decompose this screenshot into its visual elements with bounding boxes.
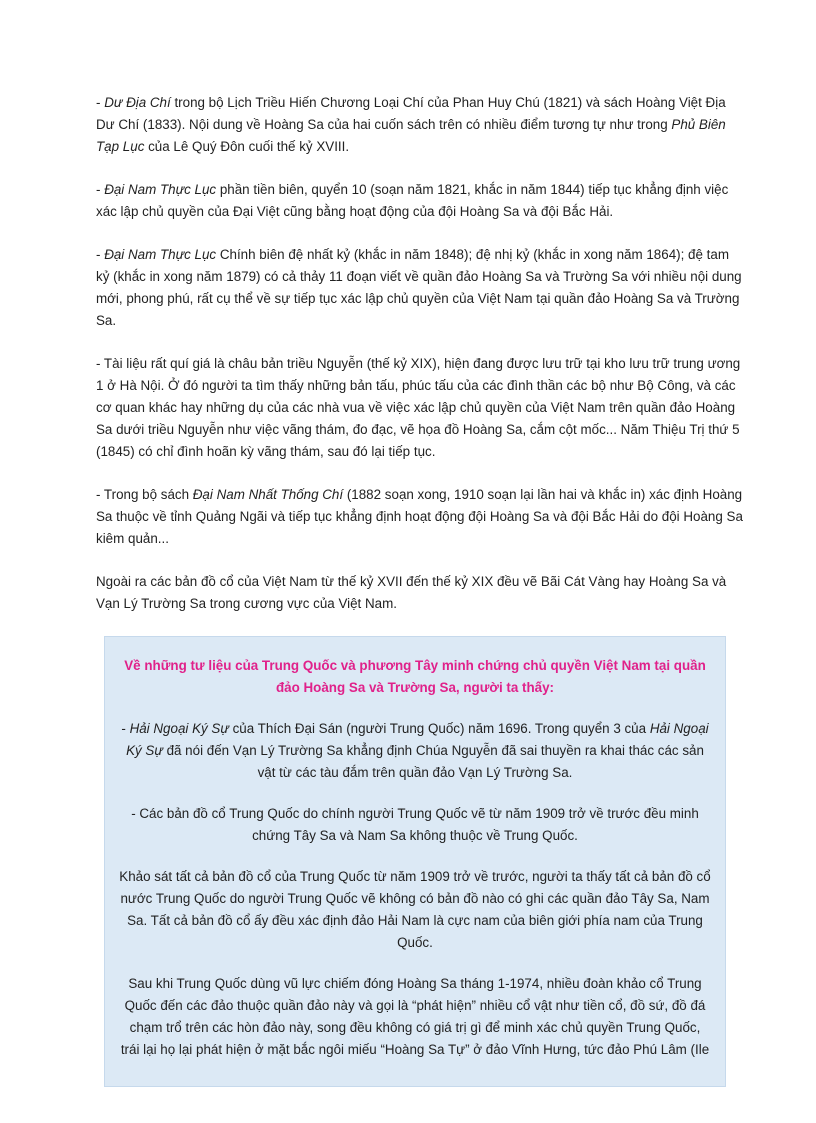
text-run: của Thích Đại Sán (người Trung Quốc) năm 1696. Trong quyển 3 của: [228, 721, 650, 736]
text-run: - Trong bộ sách: [96, 487, 193, 502]
text-run: của Lê Quý Đôn cuối thế kỷ XVIII.: [144, 139, 350, 154]
text-run: - Các bản đồ cổ Trung Quốc do chính người Trung Quốc vẽ từ năm 1909 trở về trước đều minh chứng Tây Sa và Nam Sa không thuộc về Trung Quốc.: [131, 806, 699, 843]
paragraph-dai-nam-nhat-thong-chi: [96, 484, 744, 550]
highlight-box: [104, 636, 726, 1087]
text-run: trong bộ Lịch Triều Hiến Chương Loại Chí của Phan Huy Chú (1821) và sách Hoàng Việt Địa Dư Chí (1833). Nội dung về Hoàng Sa của hai cuốn sách trên có nhiều điểm tương tự như trong: [96, 95, 726, 132]
paragraph-dai-nam-thuc-luc-tien-bien: [96, 179, 744, 223]
box-paragraph-ban-do-trung-quoc: [119, 803, 711, 847]
text-run: -: [96, 247, 105, 262]
box-title: Về những tư liệu của Trung Quốc và phương Tây minh chứng chủ quyền Việt Nam tại quần đảo Hoàng Sa và Trường Sa, người ta thấy:: [124, 658, 706, 695]
text-run: Khảo sát tất cả bản đồ cổ của Trung Quốc từ năm 1909 trở về trước, người ta thấy tất cả bản đồ cổ nước Trung Quốc do người Trung Quốc vẽ không có bản đồ nào có ghi các quần đảo Tây Sa, Nam Sa. Tất cả bản đồ cổ ấy đều xác định đảo Hải Nam là cực nam của biên giới phía nam của Trung Quốc.: [119, 869, 711, 950]
text-run: Sau khi Trung Quốc dùng vũ lực chiếm đóng Hoàng Sa tháng 1-1974, nhiều đoàn khảo cổ Trung Quốc đến các đảo thuộc quần đảo này và gọi là “phát hiện” nhiều cổ vật như tiền cổ, đồ sứ, đồ đá chạm trổ trên các hòn đảo này, song đều không có giá trị gì để minh xác chủ quyền Trung Quốc, trái lại họ lại phát hiện ở mặt bắc ngôi miếu “Hoàng Sa Tự” ở đảo Vĩnh Hưng, tức đảo Phú Lâm (Ile: [120, 976, 710, 1057]
italic-title: Dư Địa Chí: [104, 95, 171, 110]
italic-title: Đại Nam Nhất Thống Chí: [192, 487, 344, 502]
text-run: (1882 soạn xong, 1910 soạn lại lần hai và khắc in) xác định Hoàng Sa thuộc về tỉnh Quảng Ngãi và tiếp tục khẳng định hoạt động đội Hoàng Sa và đội Bắc Hải do đội Hoàng Sa kiêm quản...: [96, 487, 743, 546]
box-paragraph-sau-1974: [119, 973, 711, 1061]
box-paragraph-hai-ngoai-ky-su: [119, 718, 711, 784]
text-run: -: [121, 721, 130, 736]
italic-title: Hải Ngoại Ký Sự: [126, 721, 709, 758]
italic-title: Đại Nam Thực Lục: [104, 182, 217, 197]
paragraph-du-dia-chi: [96, 92, 744, 158]
paragraph-dai-nam-thuc-luc-chinh-bien: [96, 244, 744, 332]
text-run: - Tài liệu rất quí giá là châu bản triều Nguyễn (thế kỷ XIX), hiện đang được lưu trữ tại kho lưu trữ trung ương 1 ở Hà Nội. Ở đó người ta tìm thấy những bản tấu, phúc tấu của các đình thần các bộ như Bộ Công, và các cơ quan khác hay những dụ của các nhà vua về việc xác lập chủ quyền của Việt Nam trên quần đảo Hoàng Sa dưới triều Nguyễn như việc vãng thám, đo đạc, vẽ họa đồ Hoàng Sa, cắm cột mốc... Năm Thiệu Trị thứ 5 (1845) có chỉ đình hoãn kỳ vãng thám, sau đó lại tiếp tục.: [96, 356, 741, 459]
paragraph-chau-ban: [96, 353, 744, 463]
box-paragraph-khao-sat: [119, 866, 711, 954]
text-run: -: [96, 182, 105, 197]
text-run: Ngoài ra các bản đồ cổ của Việt Nam từ thế kỷ XVII đến thế kỷ XIX đều vẽ Bãi Cát Vàng hay Hoàng Sa và Vạn Lý Trường Sa trong cương vực của Việt Nam.: [96, 574, 727, 611]
text-run: đã nói đến Vạn Lý Trường Sa khẳng định Chúa Nguyễn đã sai thuyền ra khai thác các sản vật từ các tàu đắm trên quần đảo Vạn Lý Trường Sa.: [162, 743, 704, 780]
text-run: phần tiền biên, quyển 10 (soạn năm 1821, khắc in năm 1844) tiếp tục khẳng định việc xác lập chủ quyền của Đại Việt cũng bằng hoạt động của đội Hoàng Sa và đội Bắc Hải.: [96, 182, 729, 219]
italic-title: Đại Nam Thực Lục: [104, 247, 217, 262]
italic-title: Phủ Biên Tạp Lục: [96, 117, 726, 154]
paragraph-ban-do-co: [96, 571, 744, 615]
text-run: Chính biên đệ nhất kỷ (khắc in năm 1848); đệ nhị kỷ (khắc in xong năm 1864); đệ tam kỷ (khắc in xong năm 1879) có cả thảy 11 đoạn viết về quần đảo Hoàng Sa và Trường Sa với nhiều nội dung mới, phong phú, rất cụ thể về sự tiếp tục xác lập chủ quyền của Việt Nam tại quần đảo Hoàng Sa và Trường Sa.: [96, 247, 742, 328]
italic-title: Hải Ngoại Ký Sự: [129, 721, 229, 736]
text-run: -: [96, 95, 105, 110]
